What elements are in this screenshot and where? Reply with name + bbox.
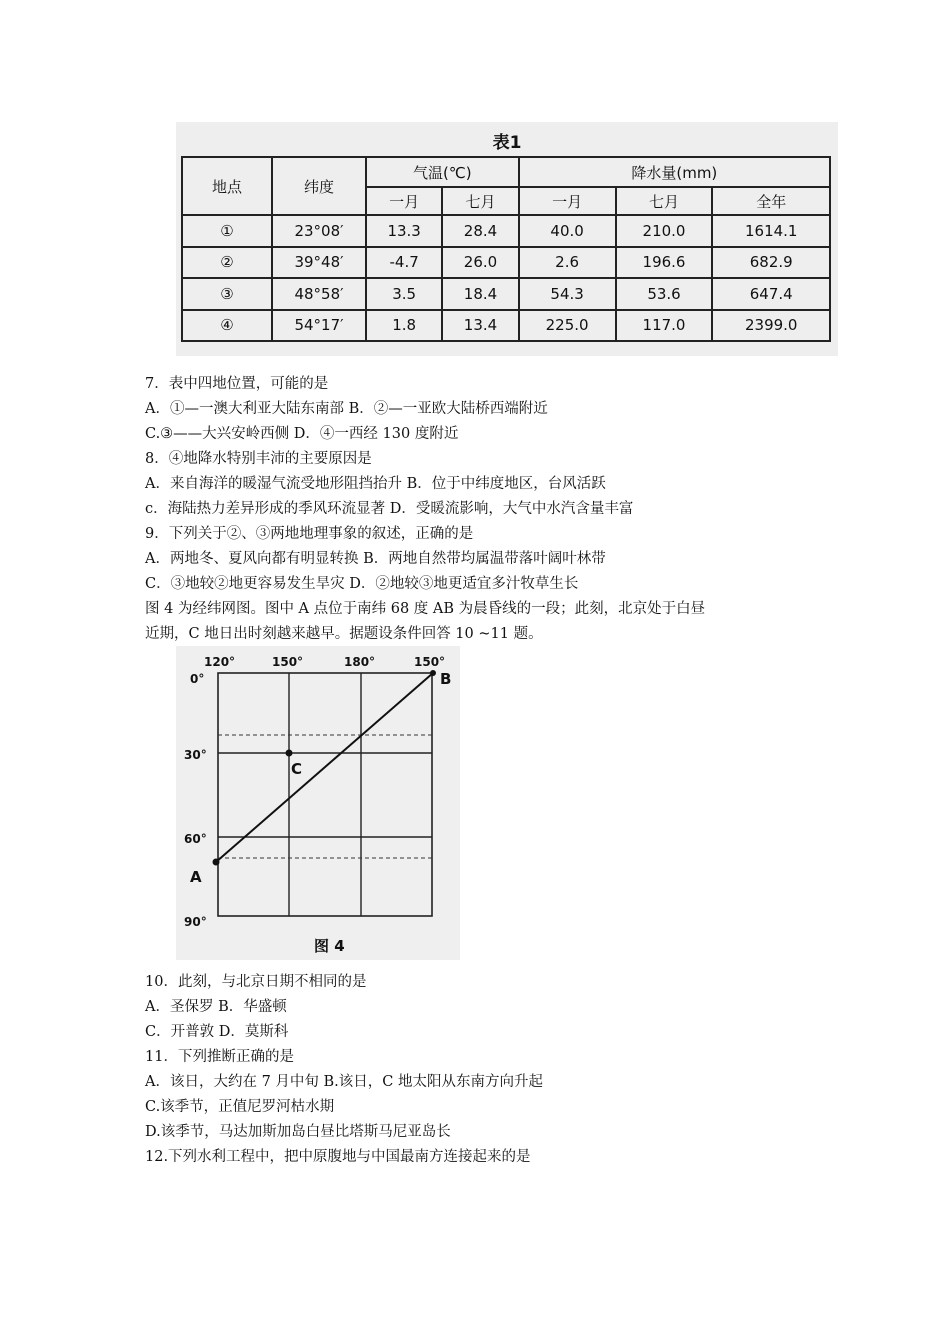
cell-temp-jan: 13.3 (366, 215, 442, 247)
question-9: 9．下列关于②、③两地地理事象的叙述，正确的是 (145, 526, 474, 542)
table-row (182, 278, 830, 310)
cell-place: ③ (182, 278, 272, 310)
cell-place: ① (182, 215, 272, 247)
point-b-marker (430, 670, 436, 676)
cell-precip-jan: 40.0 (519, 215, 616, 247)
lat-label: 60° (184, 832, 207, 846)
lat-label: 30° (184, 748, 207, 762)
cell-place: ④ (182, 310, 272, 342)
lon-label: 180° (344, 655, 376, 669)
cell-temp-jan: 1.8 (366, 310, 442, 342)
cell-precip-year: 1614.1 (712, 215, 830, 247)
header-temp-jul: 七月 (442, 187, 518, 215)
option-line: C.该季节，正值尼罗河枯水期 (145, 1099, 335, 1115)
option-line: C．开普敦 D．莫斯科 (145, 1024, 289, 1040)
question-10: 10．此刻，与北京日期不相同的是 (145, 974, 367, 990)
option-line: D.该季节，马达加斯加岛白昼比塔斯马尼亚岛长 (145, 1124, 451, 1140)
cell-precip-year: 682.9 (712, 247, 830, 279)
cell-precip-jan: 2.6 (519, 247, 616, 279)
table-title: 表1 (492, 133, 522, 153)
header-temperature: 气温(℃) (366, 157, 519, 187)
point-a-marker (213, 859, 220, 866)
cell-precip-jul: 210.0 (616, 215, 713, 247)
header-temp-jan: 一月 (366, 187, 442, 215)
figure-intro: 图 4 为经纬网图。图中 A 点位于南纬 68 度 AB 为晨昏线的一段；此刻，北京处于白昼 (145, 601, 706, 617)
option-line: A．来自海洋的暖湿气流受地形阻挡抬升 B．位于中纬度地区，台风活跃 (145, 476, 606, 492)
lon-label: 120° (204, 655, 236, 669)
lon-label: 150° (414, 655, 446, 669)
header-precip-year: 全年 (712, 187, 830, 215)
question-7: 7．表中四地位置，可能的是 (145, 376, 329, 392)
option-line: C.③——大兴安岭西侧 D．④一西经 130 度附近 (145, 426, 459, 442)
point-a-label: A (190, 868, 202, 886)
table-row (182, 247, 830, 279)
lon-label: 150° (272, 655, 304, 669)
question-12: 12.下列水利工程中，把中原腹地与中国最南方连接起来的是 (145, 1149, 531, 1165)
point-b-label: B (440, 670, 452, 688)
header-precipitation: 降水量(mm) (519, 157, 830, 187)
cell-precip-jul: 117.0 (616, 310, 713, 342)
question-11: 11．下列推断正确的是 (145, 1049, 294, 1065)
cell-precip-jan: 54.3 (519, 278, 616, 310)
cell-precip-year: 647.4 (712, 278, 830, 310)
table-row (182, 215, 830, 247)
cell-latitude: 48°58′ (272, 278, 366, 310)
cell-precip-jan: 225.0 (519, 310, 616, 342)
cell-precip-year: 2399.0 (712, 310, 830, 342)
cell-temp-jul: 28.4 (442, 215, 518, 247)
cell-precip-jul: 53.6 (616, 278, 713, 310)
header-precip-jul: 七月 (616, 187, 713, 215)
figure-intro: 近期，C 地日出时刻越来越早。据题设条件回答 10 ~11 题。 (145, 626, 543, 642)
option-line: C．③地较②地更容易发生旱灾 D．②地较③地更适宜多汁牧草生长 (145, 576, 579, 592)
cell-temp-jan: 3.5 (366, 278, 442, 310)
figure-4-image (176, 646, 460, 960)
lat-label: 90° (184, 915, 207, 929)
question-8: 8．④地降水特别丰沛的主要原因是 (145, 451, 372, 467)
cell-temp-jan: -4.7 (366, 247, 442, 279)
header-latitude: 纬度 (272, 157, 366, 215)
cell-temp-jul: 26.0 (442, 247, 518, 279)
grid-border (218, 673, 432, 916)
cell-place: ② (182, 247, 272, 279)
cell-precip-jul: 196.6 (616, 247, 713, 279)
option-line: A．两地冬、夏风向都有明显转换 B．两地自然带均属温带落叶阔叶林带 (145, 551, 606, 567)
header-place: 地点 (182, 157, 272, 215)
table-1-image (176, 122, 838, 356)
option-line: A．圣保罗 B．华盛顿 (145, 999, 287, 1015)
cell-temp-jul: 18.4 (442, 278, 518, 310)
option-line: A．该日，大约在 7 月中旬 B.该日，C 地太阳从东南方向升起 (145, 1074, 543, 1090)
header-precip-jan: 一月 (519, 187, 616, 215)
figure-caption: 图 4 (314, 937, 345, 955)
climate-table (181, 156, 831, 342)
lat-label: 0° (190, 672, 205, 686)
cell-latitude: 54°17′ (272, 310, 366, 342)
point-c-marker (286, 750, 293, 757)
cell-latitude: 39°48′ (272, 247, 366, 279)
point-c-label: C (291, 760, 303, 778)
table-row (182, 310, 830, 342)
cell-latitude: 23°08′ (272, 215, 366, 247)
terminator-line-ab (216, 673, 433, 862)
cell-temp-jul: 13.4 (442, 310, 518, 342)
option-line: A．①—一澳大利亚大陆东南部 B．②—一亚欧大陆桥西端附近 (145, 401, 548, 417)
option-line: c．海陆热力差异形成的季风环流显著 D．受暖流影响，大气中水汽含量丰富 (145, 501, 634, 517)
